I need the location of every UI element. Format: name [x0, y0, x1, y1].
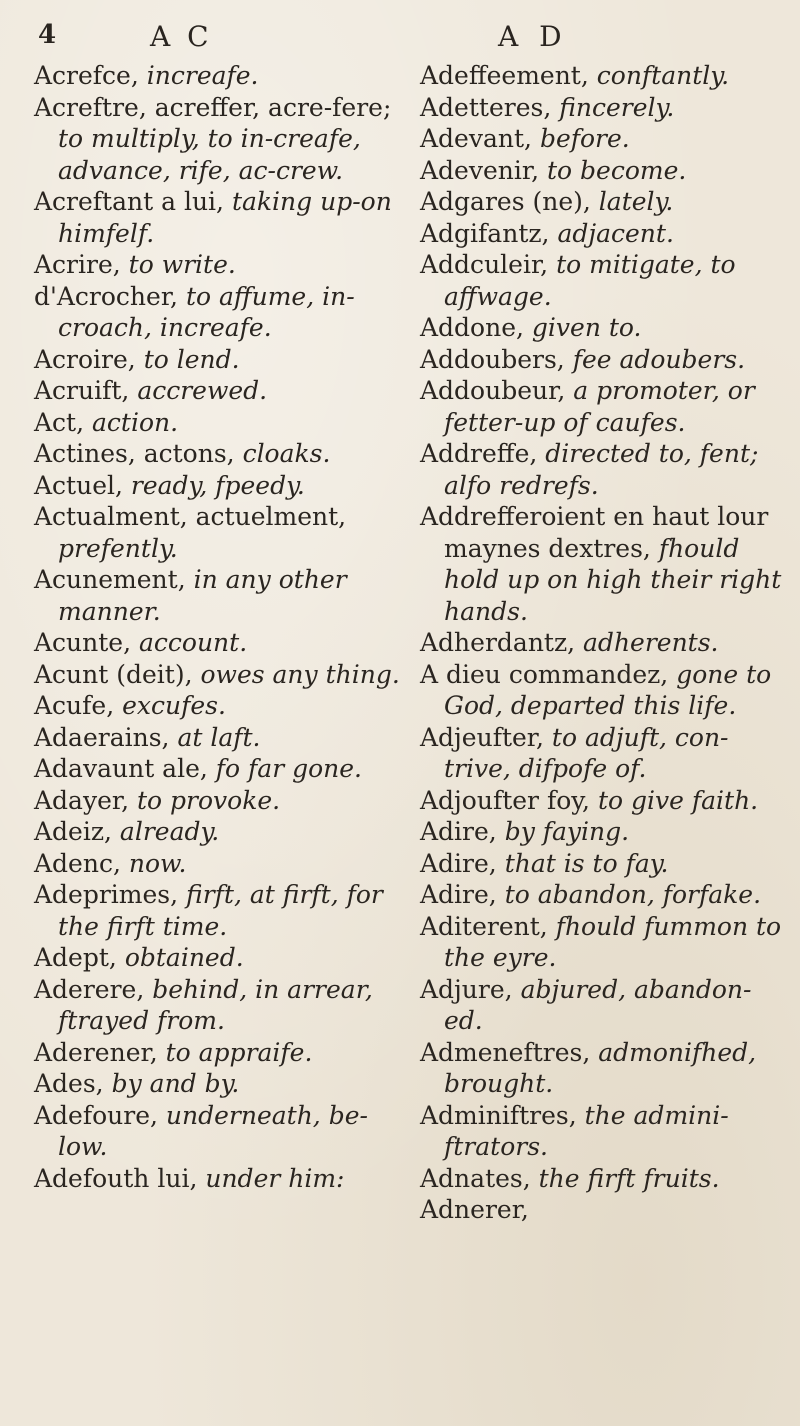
entry-definition: lately.: [598, 187, 674, 216]
entry-headword: Adire,: [420, 880, 497, 909]
entry-definition: at laft.: [177, 722, 261, 752]
dictionary-entry: [34, 974, 409, 1037]
dictionary-entry: [420, 501, 790, 627]
entry-headword: Addoubers,: [420, 344, 565, 374]
entry-headword: Addrefferoient en haut lour maynes dextres,: [420, 502, 769, 563]
entry-headword: Addreffe,: [420, 439, 538, 468]
entry-definition: to appraife.: [165, 1037, 313, 1067]
dictionary-entry: [420, 627, 790, 659]
entry-headword: Adjure,: [420, 974, 513, 1004]
entry-definition: fhould fummon to the eyre.: [444, 911, 782, 972]
entry-headword: Acroire,: [34, 344, 136, 374]
entry-headword: Act,: [34, 407, 85, 437]
entry-definition: fhould hold up on high their right hands.: [444, 533, 782, 626]
dictionary-entry: [34, 407, 409, 439]
entry-headword: Acreftre, acreffer, acre-fere;: [34, 92, 392, 122]
entry-headword: Adavaunt ale,: [34, 754, 208, 783]
dictionary-entry: [34, 375, 409, 407]
entry-definition: directed to, fent; alfo redrefs.: [444, 439, 759, 500]
dictionary-entry: [420, 974, 790, 1037]
page-header: [0, 20, 800, 60]
entry-definition: gone to God, departed this life.: [444, 659, 772, 720]
entry-definition: to lend.: [143, 344, 240, 374]
entry-headword: Adjoufter foy,: [420, 785, 591, 815]
entry-headword: Adgifantz,: [420, 218, 550, 248]
dictionary-entry: [420, 1100, 790, 1163]
dictionary-entry: [420, 312, 790, 344]
entry-definition: account.: [139, 628, 248, 657]
entry-definition: owes any thing.: [200, 659, 400, 689]
entry-headword: Acreftant a lui,: [34, 187, 224, 216]
entry-headword: Adjeufter,: [420, 722, 544, 752]
dictionary-entry: [420, 1163, 790, 1195]
entry-headword: Acruift,: [34, 376, 130, 405]
dictionary-entry: [34, 690, 409, 722]
entry-definition: ready, fpeedy.: [130, 470, 305, 500]
entry-headword: Adeprimes,: [34, 880, 179, 909]
dictionary-entry: [34, 1100, 409, 1163]
dictionary-entry: [420, 155, 790, 187]
dictionary-entry: [34, 564, 409, 627]
dictionary-entry: [420, 785, 790, 817]
dictionary-entry: [420, 249, 790, 312]
entry-definition: firft, at firft, for the firft time.: [58, 880, 383, 941]
entry-headword: Adeiz,: [34, 817, 112, 846]
entry-headword: Adire,: [420, 817, 497, 846]
entry-headword: Adefouth lui,: [34, 1163, 198, 1193]
dictionary-entry: [34, 249, 409, 281]
entry-headword: d'Acrocher,: [34, 281, 178, 311]
entry-definition: in any other manner.: [58, 565, 347, 626]
entry-definition: cloaks.: [242, 439, 331, 468]
entry-headword: Adenc,: [34, 848, 121, 878]
entry-headword: Adire,: [420, 848, 497, 878]
entry-definition: to mitigate, to affwage.: [444, 250, 736, 311]
dictionary-entry: [420, 438, 790, 501]
entry-definition: action.: [92, 407, 179, 437]
dictionary-entry: [420, 911, 790, 974]
entry-definition: to provoke.: [137, 785, 281, 815]
entry-headword: Adevant,: [420, 124, 532, 153]
left-column: [34, 60, 409, 1194]
dictionary-entry: [34, 627, 409, 659]
dictionary-entry: [420, 722, 790, 785]
dictionary-entry: [34, 186, 409, 249]
entry-headword: Adgares (ne),: [420, 187, 591, 216]
dictionary-entry: [34, 1163, 409, 1195]
dictionary-entry: [420, 60, 790, 92]
entry-headword: Adnates,: [420, 1163, 531, 1193]
entry-definition: behind, in arrear, ftrayed from.: [58, 974, 373, 1035]
dictionary-entry: [34, 60, 409, 92]
entry-definition: increafe.: [146, 61, 259, 90]
dictionary-entry: [34, 785, 409, 817]
entry-definition: to abandon, forfake.: [504, 880, 762, 909]
dictionary-entry: [420, 123, 790, 155]
dictionary-entry: [420, 186, 790, 218]
entry-headword: Adaerains,: [34, 722, 170, 752]
dictionary-entry: [34, 1068, 409, 1100]
entry-headword: Acufe,: [34, 691, 115, 720]
entry-definition: obtained.: [124, 943, 244, 972]
entry-headword: Adminiftres,: [420, 1100, 577, 1130]
entry-definition: that is to fay.: [504, 848, 669, 878]
guide-word-left: A C: [150, 20, 213, 53]
entry-definition: fee adoubers.: [572, 344, 746, 374]
dictionary-entry: [420, 816, 790, 848]
entry-definition: excufes.: [122, 691, 226, 720]
entry-definition: a promoter, or fetter-up of caufes.: [444, 376, 755, 437]
entry-headword: Adherdantz,: [420, 628, 576, 657]
entry-headword: Adetteres,: [420, 92, 552, 122]
entry-headword: Adefoure,: [34, 1100, 158, 1130]
entry-headword: Acunte,: [34, 628, 132, 657]
entry-headword: Adevenir,: [420, 155, 540, 185]
entry-headword: Acrefce,: [34, 61, 139, 90]
entry-headword: Aderener,: [34, 1037, 158, 1067]
entry-headword: Actualment, actuelment,: [34, 502, 347, 531]
dictionary-entry: [420, 92, 790, 124]
guide-word-right: A D: [498, 20, 568, 53]
entry-definition: before.: [539, 124, 630, 153]
dictionary-entry: [34, 753, 409, 785]
dictionary-entry: [34, 816, 409, 848]
entry-headword: Addoubeur,: [420, 376, 566, 405]
dictionary-entry: [34, 879, 409, 942]
entry-definition: abjured, abandon-ed.: [444, 974, 752, 1035]
entry-definition: by and by.: [111, 1069, 240, 1098]
entry-definition: prefently.: [58, 533, 178, 563]
entry-headword: Adayer,: [34, 785, 130, 815]
entry-headword: Adnerer,: [420, 1195, 529, 1224]
entry-definition: conftantly.: [596, 61, 730, 90]
entry-headword: Actines, actons,: [34, 439, 235, 468]
dictionary-entry: [34, 344, 409, 376]
dictionary-entry: [34, 501, 409, 564]
entry-headword: Adeffeement,: [420, 61, 589, 90]
dictionary-entry: [34, 92, 409, 187]
entry-headword: Addone,: [420, 313, 524, 342]
entry-definition: to give faith.: [597, 785, 759, 815]
dictionary-entry: [420, 659, 790, 722]
entry-definition: accrewed.: [137, 376, 268, 405]
dictionary-entry: [34, 942, 409, 974]
entry-definition: to adjuft, con-trive, difpofe of.: [444, 722, 729, 783]
entry-headword: Acrire,: [34, 250, 121, 279]
dictionary-entry: [34, 1037, 409, 1069]
entry-headword: Admeneftres,: [420, 1037, 591, 1067]
entry-headword: Aditerent,: [420, 911, 548, 941]
entry-headword: A dieu commandez,: [420, 659, 669, 689]
entry-definition: admonifhed, brought.: [444, 1037, 757, 1098]
dictionary-entry: [34, 848, 409, 880]
dictionary-entry: [420, 1037, 790, 1100]
entry-headword: Acunement,: [34, 565, 186, 594]
dictionary-entry: [420, 218, 790, 250]
dictionary-entry: [34, 438, 409, 470]
entry-definition: under him:: [205, 1163, 345, 1193]
entry-headword: Ades,: [34, 1069, 104, 1098]
entry-definition: adjacent.: [557, 218, 674, 248]
page-number: 4: [38, 20, 57, 50]
entry-definition: by faying.: [504, 817, 630, 846]
dictionary-entry: [420, 375, 790, 438]
entry-definition: fincerely.: [559, 92, 675, 122]
dictionary-entry: [34, 659, 409, 691]
entry-definition: taking up-on himfelf.: [58, 187, 392, 248]
entry-definition: underneath, be-low.: [58, 1100, 368, 1161]
entry-definition: adherents.: [583, 628, 719, 657]
dictionary-entry: [34, 470, 409, 502]
entry-definition: now.: [128, 848, 187, 878]
dictionary-entry: [34, 722, 409, 754]
entry-definition: the admini-ftrators.: [444, 1100, 729, 1161]
right-column: [420, 60, 790, 1226]
entry-definition: the firft fruits.: [538, 1163, 720, 1193]
entry-definition: to write.: [128, 250, 236, 279]
entry-definition: to multiply, to in-creafe, advance, rife, ac-crew.: [58, 124, 361, 185]
dictionary-entry: [420, 344, 790, 376]
dictionary-entry: [420, 848, 790, 880]
entry-headword: Adept,: [34, 943, 117, 972]
entry-headword: Aderere,: [34, 974, 145, 1004]
entry-definition: already.: [119, 817, 220, 846]
entry-definition: given to.: [531, 313, 642, 342]
dictionary-entry: [420, 1194, 790, 1226]
entry-headword: Actuel,: [34, 470, 123, 500]
entry-definition: to become.: [546, 155, 687, 185]
dictionary-entry: [34, 281, 409, 344]
dictionary-entry: [420, 879, 790, 911]
entry-headword: Addculeir,: [420, 250, 549, 279]
entry-headword: Acunt (deit),: [34, 659, 193, 689]
entry-definition: fo far gone.: [215, 754, 362, 783]
entry-definition: to affume, in-croach, increafe.: [58, 281, 355, 342]
